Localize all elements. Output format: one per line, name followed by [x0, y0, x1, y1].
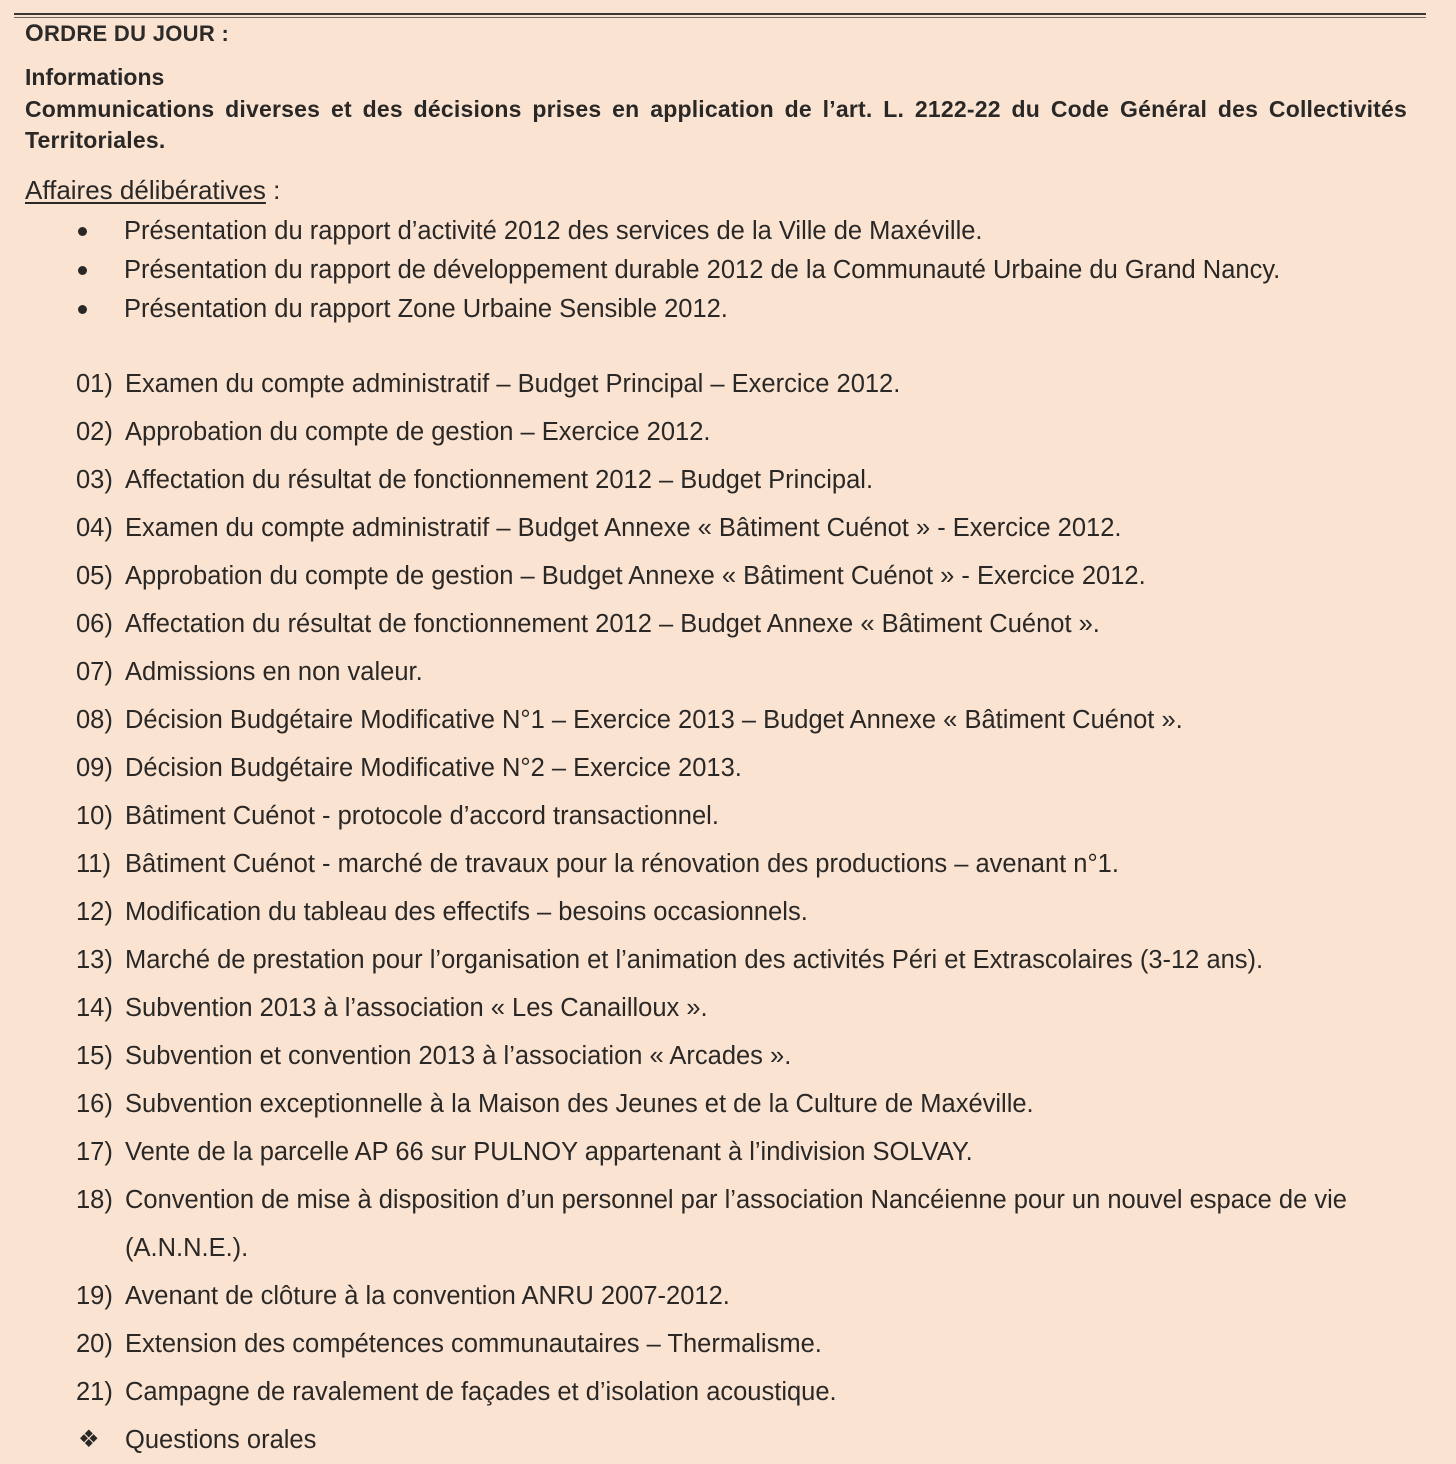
bullet-text: Présentation du rapport Zone Urbaine Sensible 2012.: [124, 295, 728, 323]
list-item: [72, 251, 1280, 290]
presentations-list: [72, 212, 1280, 329]
agenda-item-text: Extension des compétences communautaires – Thermalisme.: [125, 1330, 822, 1358]
affaires-label: Affaires délibératives: [25, 175, 266, 205]
agenda-item-number: 03): [76, 466, 113, 494]
agenda-item: [76, 936, 1436, 984]
agenda-item-text: Subvention exceptionnelle à la Maison des Jeunes et de la Culture de Maxéville.: [125, 1090, 1034, 1118]
agenda-item: [76, 600, 1436, 648]
agenda-item: [76, 1272, 1436, 1320]
agenda-list: [76, 360, 1436, 1464]
agenda-item-text: Décision Budgétaire Modificative N°1 – Exercice 2013 – Budget Annexe « Bâtiment Cuénot ».: [125, 706, 1183, 734]
agenda-item: [76, 888, 1436, 936]
agenda-item-text: Examen du compte administratif – Budget Annexe « Bâtiment Cuénot » - Exercice 2012.: [125, 514, 1122, 542]
agenda-item-text: Marché de prestation pour l’organisation et l’animation des activités Péri et Extrascolaires (3-12 ans).: [125, 946, 1264, 974]
agenda-item-number: 06): [76, 610, 113, 638]
agenda-item-text: Bâtiment Cuénot - protocole d’accord transactionnel.: [125, 802, 719, 830]
agenda-item-text: Vente de la parcelle AP 66 sur PULNOY appartenant à l’indivision SOLVAY.: [125, 1138, 973, 1166]
agenda-item-number: 05): [76, 562, 113, 590]
agenda-item-number: 17): [76, 1138, 113, 1166]
agenda-item-text: Affectation du résultat de fonctionnement 2012 – Budget Principal.: [125, 466, 874, 494]
agenda-item: [76, 1032, 1436, 1080]
agenda-item: [76, 1176, 1425, 1272]
agenda-item: [76, 744, 1436, 792]
affaires-heading: [25, 175, 280, 206]
agenda-item: [76, 1080, 1436, 1128]
bullet-text: Présentation du rapport d’activité 2012 des services de la Ville de Maxéville.: [124, 217, 983, 245]
agenda-item-text: Examen du compte administratif – Budget Principal – Exercice 2012.: [125, 370, 901, 398]
affaires-suffix: :: [265, 175, 281, 205]
agenda-item-text: Avenant de clôture à la convention ANRU 2007-2012.: [125, 1282, 730, 1310]
agenda-item-text: Subvention 2013 à l’association « Les Canailloux ».: [125, 994, 708, 1022]
agenda-item-number: 07): [76, 658, 113, 686]
agenda-item-text: Admissions en non valeur.: [125, 658, 423, 686]
informations-body: Communications diverses et des décisions prises en application de l’art. L. 2122-22 du Code Général des Collectivités Territoriales.: [25, 96, 1407, 153]
top-rule: [14, 13, 1426, 15]
bullet-icon: [78, 266, 87, 275]
agenda-item: [76, 360, 1436, 408]
agenda-item-text: Affectation du résultat de fonctionnement 2012 – Budget Annexe « Bâtiment Cuénot ».: [125, 610, 1100, 638]
list-item: [72, 212, 1280, 251]
agenda-item-number: 14): [76, 994, 113, 1022]
agenda-item-text: Bâtiment Cuénot - marché de travaux pour la rénovation des productions – avenant n°1.: [125, 850, 1119, 878]
agenda-item-number: 08): [76, 706, 113, 734]
agenda-item-number: 09): [76, 754, 113, 782]
agenda-item-number: 10): [76, 802, 113, 830]
oral-questions-label: Questions orales: [125, 1426, 317, 1454]
agenda-item: [76, 648, 1436, 696]
agenda-item-number: 18): [76, 1186, 113, 1214]
agenda-item-number: 20): [76, 1330, 113, 1358]
four-diamond-icon: ❖: [78, 1426, 100, 1453]
agenda-item-number: 02): [76, 418, 113, 446]
agenda-item-text: Approbation du compte de gestion – Exercice 2012.: [125, 418, 711, 446]
agenda-item-number: 01): [76, 370, 113, 398]
agenda-item: [76, 552, 1436, 600]
agenda-item: [76, 840, 1436, 888]
agenda-item-number: 15): [76, 1042, 113, 1070]
bullet-text: Présentation du rapport de développement durable 2012 de la Communauté Urbaine du Grand Nancy.: [124, 256, 1281, 284]
agenda-item-text: Campagne de ravalement de façades et d’isolation acoustique.: [125, 1378, 837, 1406]
page-title-initial: O: [25, 20, 44, 47]
agenda-item-number: 16): [76, 1090, 113, 1118]
agenda-item: [76, 696, 1436, 744]
agenda-item-number: 04): [76, 514, 113, 542]
agenda-item: [76, 984, 1436, 1032]
agenda-item: [76, 1128, 1436, 1176]
agenda-item: [76, 1368, 1436, 1416]
agenda-item-number: 11): [76, 850, 111, 878]
list-item: [72, 290, 1280, 329]
bullet-icon: [78, 227, 87, 236]
page-title: [25, 20, 229, 48]
agenda-item: [76, 1320, 1436, 1368]
oral-questions-item: [76, 1416, 1436, 1464]
page-title-rest: RDRE DU JOUR :: [43, 21, 230, 46]
informations-heading: Informations: [25, 64, 165, 90]
agenda-item-number: 21): [76, 1378, 113, 1406]
agenda-item-text: Subvention et convention 2013 à l’association « Arcades ».: [125, 1042, 792, 1070]
agenda-item: [76, 792, 1436, 840]
agenda-item-text: Modification du tableau des effectifs – besoins occasionnels.: [125, 898, 808, 926]
agenda-item-number: 19): [76, 1282, 113, 1310]
agenda-item-text: Décision Budgétaire Modificative N°2 – Exercice 2013.: [125, 754, 742, 782]
agenda-item-number: 13): [76, 946, 113, 974]
bullet-icon: [78, 305, 87, 314]
agenda-item: [76, 504, 1436, 552]
agenda-item: [76, 408, 1436, 456]
agenda-item-text: Convention de mise à disposition d’un personnel par l’association Nancéienne pour un nouvel espace de vie (A.N.N.E.).: [125, 1186, 1347, 1262]
agenda-item: [76, 456, 1436, 504]
agenda-item-number: 12): [76, 898, 113, 926]
agenda-item-text: Approbation du compte de gestion – Budget Annexe « Bâtiment Cuénot » - Exercice 2012.: [125, 562, 1146, 590]
